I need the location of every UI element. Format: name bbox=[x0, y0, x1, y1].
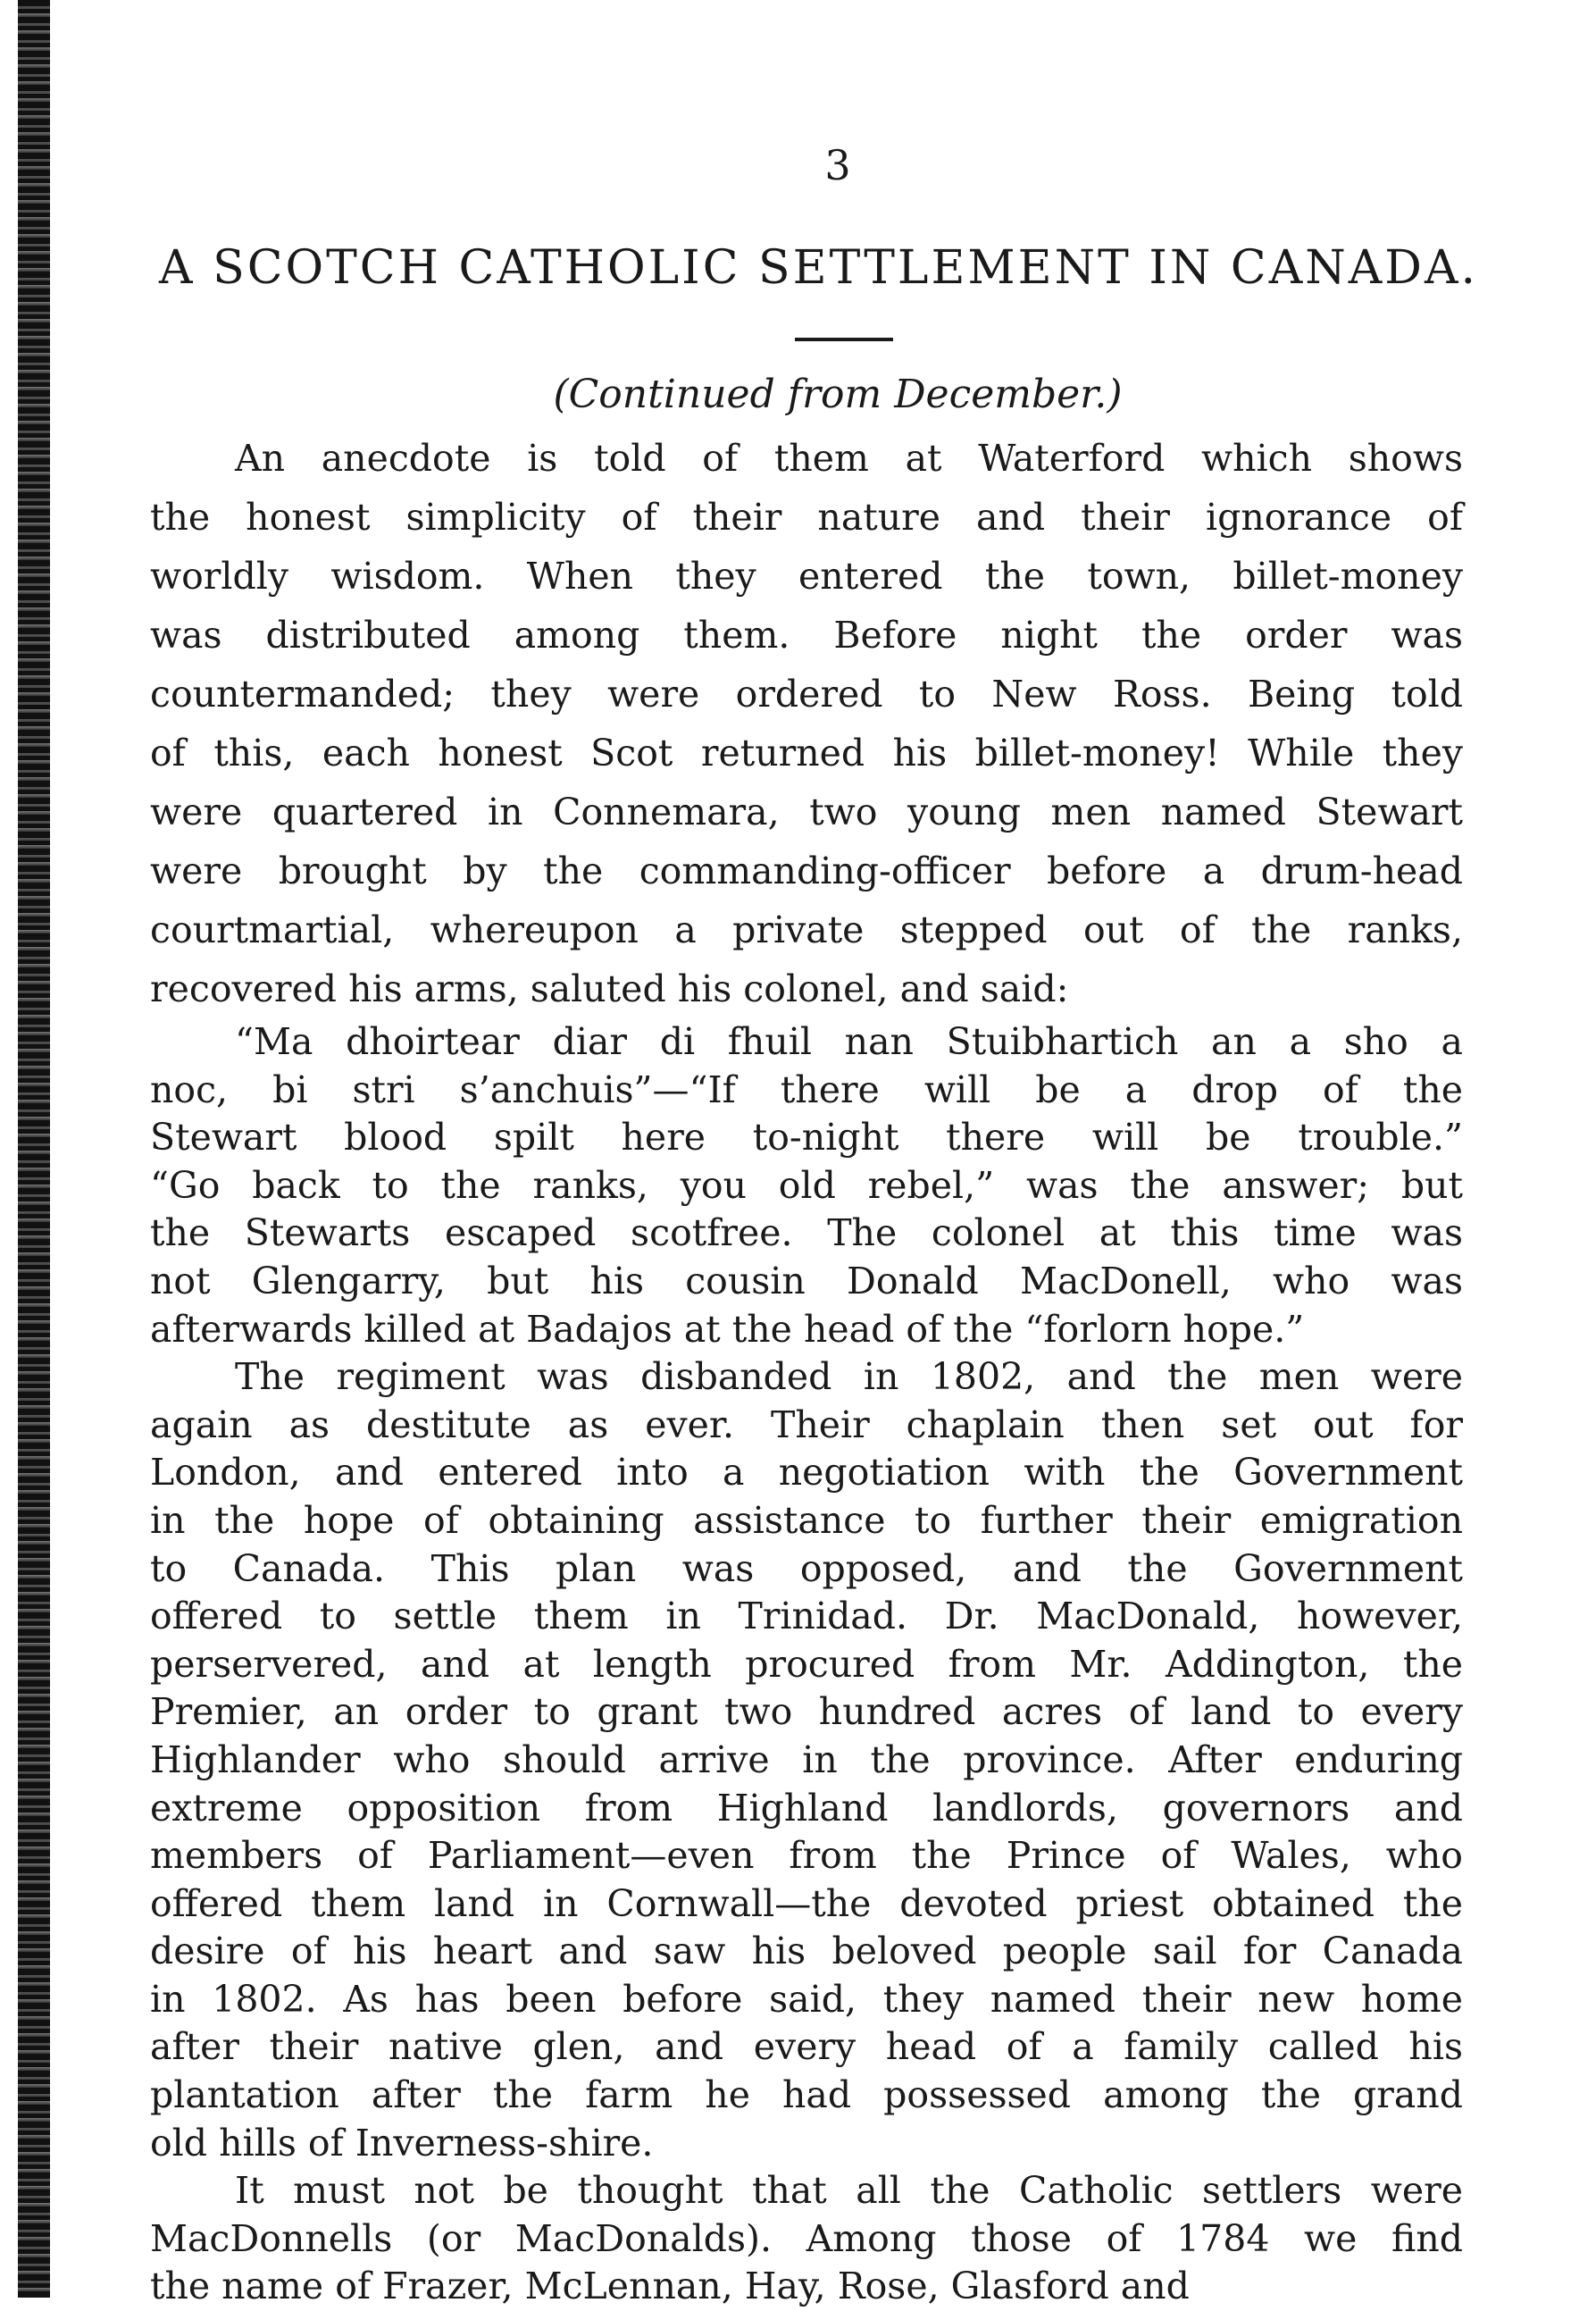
text-line: recovered his arms, saluted his colonel, and said: bbox=[150, 967, 1069, 1010]
text-line: in the hope of obtaining assistance to further their emigration bbox=[150, 1498, 1463, 1542]
text-line: the honest simplicity of their nature and their ignorance of bbox=[150, 496, 1463, 539]
text-line: members of Parliament—even from the Prince of Wales, who bbox=[150, 1834, 1463, 1878]
text-line: Premier, an order to grant two hundred acres of land to every bbox=[150, 1690, 1463, 1734]
text-line: of this, each honest Scot returned his billet-money! While they bbox=[150, 732, 1463, 775]
paragraph bbox=[150, 1353, 1463, 2167]
page-number: 3 bbox=[824, 141, 851, 189]
binding-edge bbox=[18, 0, 50, 2298]
text-line: not Glengarry, but his cousin Donald MacDonell, who was bbox=[150, 1259, 1463, 1302]
text-line: in 1802. As has been before said, they named their new home bbox=[150, 1977, 1463, 2021]
text-line: extreme opposition from Highland landlords, governors and bbox=[150, 1786, 1463, 1830]
text-line: “Go back to the ranks, you old rebel,” was the answer; but bbox=[150, 1163, 1463, 1207]
text-line: perservered, and at length procured from Mr. Addington, the bbox=[150, 1642, 1463, 1686]
text-line: It must not be thought that all the Catholic settlers were bbox=[235, 2169, 1463, 2213]
title-rule bbox=[795, 338, 893, 341]
paragraph bbox=[150, 1018, 1463, 1353]
text-line: afterwards killed at Badajos at the head of the “forlorn hope.” bbox=[150, 1307, 1305, 1351]
text-line: offered to settle them in Trinidad. Dr. MacDonald, however, bbox=[150, 1595, 1463, 1638]
paragraph bbox=[150, 429, 1463, 1018]
text-line: desire of his heart and saw his beloved people sail for Canada bbox=[150, 1930, 1463, 1973]
text-line: Highlander who should arrive in the province. After enduring bbox=[150, 1737, 1463, 1781]
text-line: after their native glen, and every head of a family called his bbox=[150, 2025, 1463, 2069]
text-line: were brought by the commanding-officer before a drum-head bbox=[150, 850, 1463, 892]
text-line: were quartered in Connemara, two young men named Stewart bbox=[150, 791, 1463, 833]
text-line: was distributed among them. Before night the order was bbox=[150, 614, 1463, 657]
text-line: Stewart blood spilt here to-night there will be trouble.” bbox=[150, 1116, 1463, 1160]
text-line: An anecdote is told of them at Waterford which shows bbox=[235, 437, 1463, 480]
text-line: to Canada. This plan was opposed, and the Government bbox=[150, 1546, 1463, 1590]
text-line: noc, bi stri s’anchuis”—“If there will be a drop of the bbox=[150, 1068, 1463, 1111]
text-line: MacDonnells (or MacDonalds). Among those of 1784 we find bbox=[150, 2216, 1463, 2260]
continued-note: (Continued from December.) bbox=[553, 372, 1123, 417]
text-line: courtmartial, whereupon a private stepped out of the ranks, bbox=[150, 908, 1463, 951]
text-line: the name of Frazer, McLennan, Hay, Rose, Glasford and bbox=[150, 2265, 1190, 2308]
text-line: “Ma dhoirtear diar di fhuil nan Stuibhartich an a sho a bbox=[235, 1020, 1463, 1063]
text-line: offered them land in Cornwall—the devoted priest obtained the bbox=[150, 1881, 1463, 1925]
text-line: worldly wisdom. When they entered the town, billet-money bbox=[150, 555, 1463, 598]
text-line: old hills of Inverness-shire. bbox=[150, 2121, 654, 2164]
article-title: A SCOTCH CATHOLIC SETTLEMENT IN CANADA. bbox=[159, 241, 1479, 295]
text-line: London, and entered into a negotiation with the Government bbox=[150, 1451, 1463, 1495]
paragraph bbox=[150, 2167, 1463, 2311]
text-line: the Stewarts escaped scotfree. The colonel at this time was bbox=[150, 1211, 1463, 1255]
article-body bbox=[150, 429, 1463, 2311]
text-line: again as destitute as ever. Their chaplain then set out for bbox=[150, 1403, 1463, 1446]
document-page bbox=[150, 134, 1479, 2311]
text-line: The regiment was disbanded in 1802, and the men were bbox=[235, 1355, 1463, 1399]
text-line: countermanded; they were ordered to New Ross. Being told bbox=[150, 673, 1463, 716]
text-line: plantation after the farm he had possessed among the grand bbox=[150, 2073, 1463, 2117]
